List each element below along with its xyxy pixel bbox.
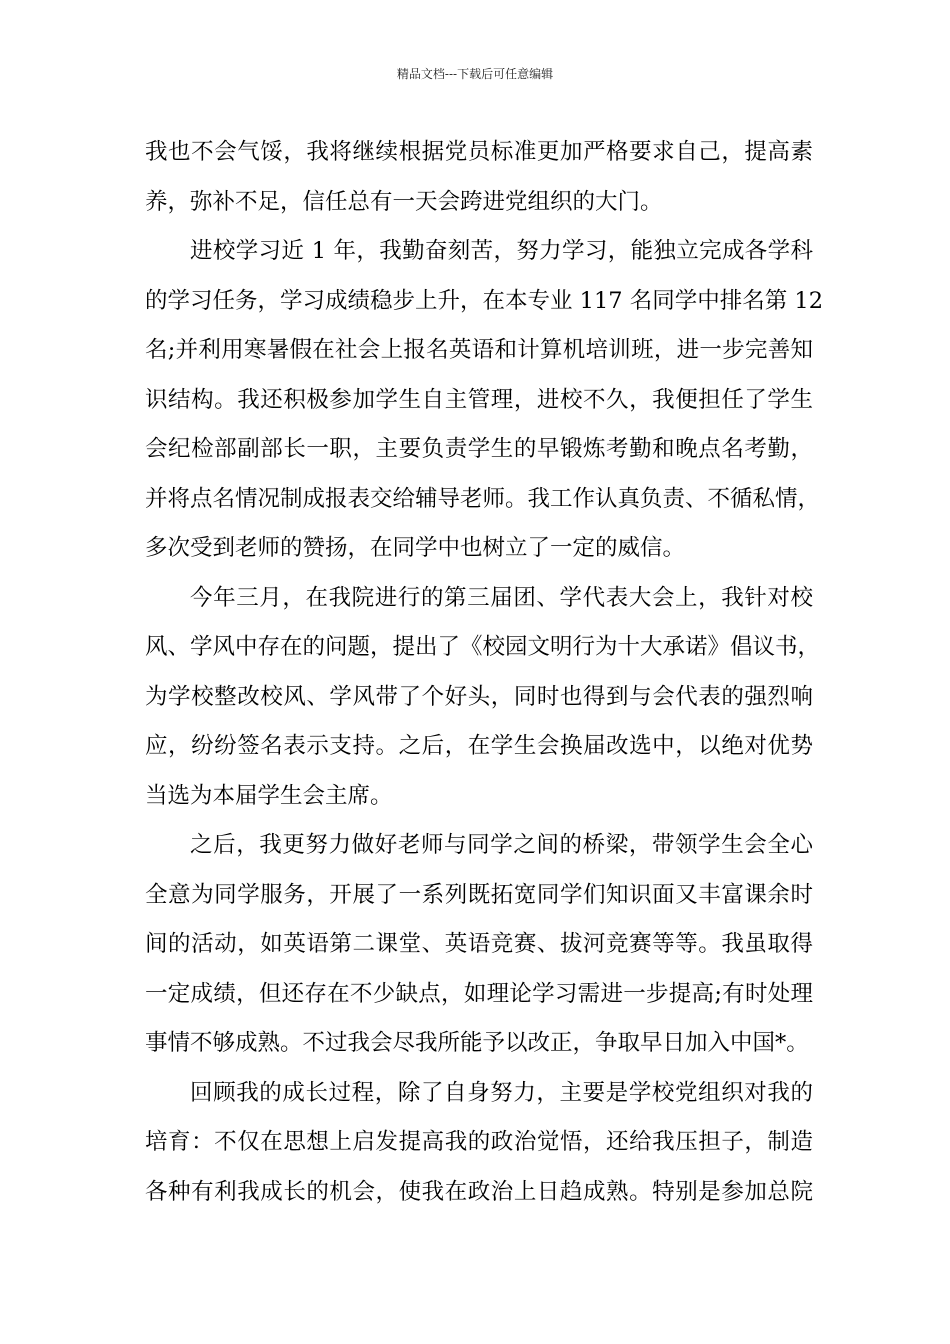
text-line: 为学校整改校风、学风带了个好头，同时也得到与会代表的强烈响 (145, 683, 813, 710)
text-line: 风、学风中存在的问题，提出了《校园文明行为十大承诺》倡议书， (145, 634, 821, 660)
body-text (145, 128, 824, 1217)
text-line: 之后，我更努力做好老师与同学之间的桥梁，带领学生会全心 (190, 832, 813, 858)
paragraph (145, 1069, 813, 1218)
text-line: 培育：不仅在思想上启发提高我的政治觉悟，还给我压担子，制造 (145, 1129, 813, 1155)
text-line: 多次受到老师的赞扬，在同学中也树立了一定的威信。 (145, 535, 686, 561)
text-line: 名;并利用寒暑假在社会上报名英语和计算机培训班，进一步完善知 (145, 337, 813, 363)
text-line: 当选为本届学生会主席。 (145, 782, 393, 809)
text-line: 的学习任务，学习成绩稳步上升，在本专业 117 名同学中排名第 12 (145, 287, 824, 314)
text-line: 一定成绩，但还存在不少缺点，如理论学习需进一步提高;有时处理 (145, 980, 813, 1007)
text-line: 我也不会气馁，我将继续根据党员标准更加严格要求自己，提高素 (145, 139, 813, 165)
text-line: 识结构。我还积极参加学生自主管理，进校不久，我便担任了学生 (145, 386, 813, 413)
text-line: 各种有利我成长的机会，使我在政治上日趋成熟。特别是参加总院 (145, 1178, 813, 1205)
text-line: 会纪检部副部长一职，主要负责学生的早锻炼考勤和晚点名考勤， (145, 436, 813, 462)
text-line: 间的活动，如英语第二课堂、英语竞赛、拔河竞赛等等。我虽取得 (145, 931, 813, 957)
paragraph (145, 821, 813, 1069)
paragraph (145, 128, 813, 227)
text-line: 进校学习近 1 年，我勤奋刻苦，努力学习，能独立完成各学科 (190, 238, 813, 264)
paragraph (145, 574, 821, 822)
paragraph (145, 227, 824, 574)
text-line: 回顾我的成长过程，除了自身努力，主要是学校党组织对我的 (190, 1079, 813, 1106)
text-line: 今年三月，在我院进行的第三届团、学代表大会上，我针对校 (190, 584, 813, 611)
text-line: 应，纷纷签名表示支持。之后，在学生会换届改选中，以绝对优势 (145, 733, 813, 759)
text-line: 事情不够成熟。不过我会尽我所能予以改正，争取早日加入中国*。 (145, 1030, 809, 1056)
text-line: 养，弥补不足，信任总有一天会跨进党组织的大门。 (145, 188, 663, 215)
page-header: 精品文档---下载后可任意编辑 (396, 67, 554, 81)
text-line: 并将点名情况制成报表交给辅导老师。我工作认真负责、不循私情， (145, 485, 821, 512)
text-line: 全意为同学服务，开展了一系列既拓宽同学们知识面又丰富课余时 (145, 881, 813, 908)
